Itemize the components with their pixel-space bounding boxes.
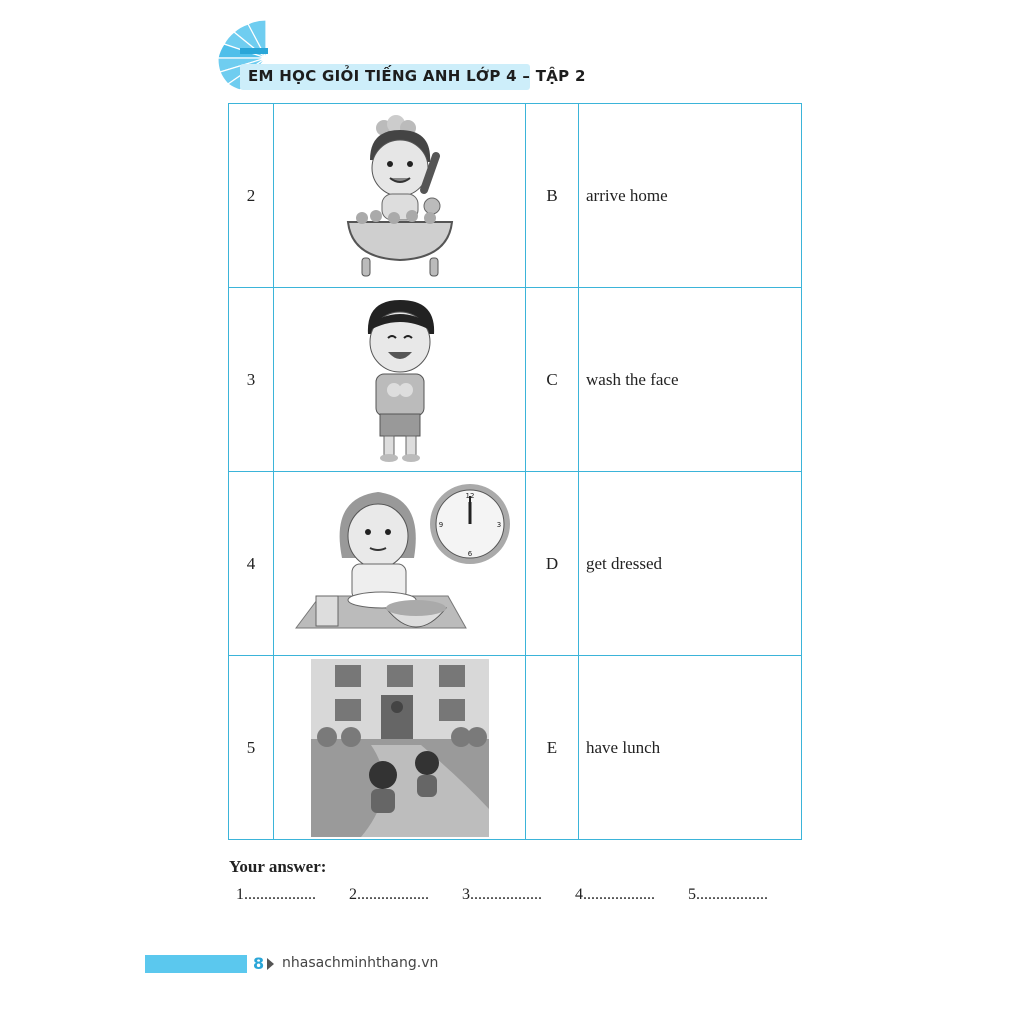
answer-blank-2[interactable]: 2.................. xyxy=(349,886,429,903)
row-phrase: wash the face xyxy=(579,288,802,472)
row-phrase: get dressed xyxy=(579,472,802,656)
answer-blank-1[interactable]: 1.................. xyxy=(236,886,316,903)
picture-cell xyxy=(274,656,526,840)
picture-cell xyxy=(274,104,526,288)
footer-bar xyxy=(145,955,247,973)
page-title: EM HỌC GIỎI TIẾNG ANH LỚP 4 – TẬP 2 xyxy=(248,67,586,85)
answer-blank-4[interactable]: 4.................. xyxy=(575,886,655,903)
answer-blank-3[interactable]: 3.................. xyxy=(462,886,542,903)
answer-blank-5[interactable]: 5.................. xyxy=(688,886,768,903)
row-letter: C xyxy=(526,288,579,472)
boy-bathing-icon xyxy=(340,110,460,282)
girl-eating-lunch-icon xyxy=(290,478,510,650)
table-row xyxy=(229,472,802,656)
boy-dressed-icon xyxy=(350,294,450,466)
children-arriving-home-icon xyxy=(311,659,489,837)
row-letter: B xyxy=(526,104,579,288)
row-phrase: arrive home xyxy=(579,104,802,288)
answer-blanks xyxy=(236,886,801,904)
table-row xyxy=(229,656,802,840)
play-triangle-icon xyxy=(267,958,274,970)
row-letter: D xyxy=(526,472,579,656)
publisher-site: nhasachminhthang.vn xyxy=(282,955,439,971)
row-phrase: have lunch xyxy=(579,656,802,840)
table-row xyxy=(229,104,802,288)
matching-table xyxy=(228,103,802,840)
row-number: 4 xyxy=(229,472,274,656)
svg-text:9: 9 xyxy=(438,520,443,529)
row-number: 3 xyxy=(229,288,274,472)
row-number: 2 xyxy=(229,104,274,288)
row-number: 5 xyxy=(229,656,274,840)
picture-cell xyxy=(274,288,526,472)
table-row xyxy=(229,288,802,472)
svg-text:3: 3 xyxy=(496,520,501,529)
answer-label: Your answer: xyxy=(229,857,327,876)
page-number: 8 xyxy=(253,954,265,973)
svg-text:12: 12 xyxy=(465,491,474,500)
svg-text:6: 6 xyxy=(467,549,472,558)
row-letter: E xyxy=(526,656,579,840)
picture-cell xyxy=(274,472,526,656)
